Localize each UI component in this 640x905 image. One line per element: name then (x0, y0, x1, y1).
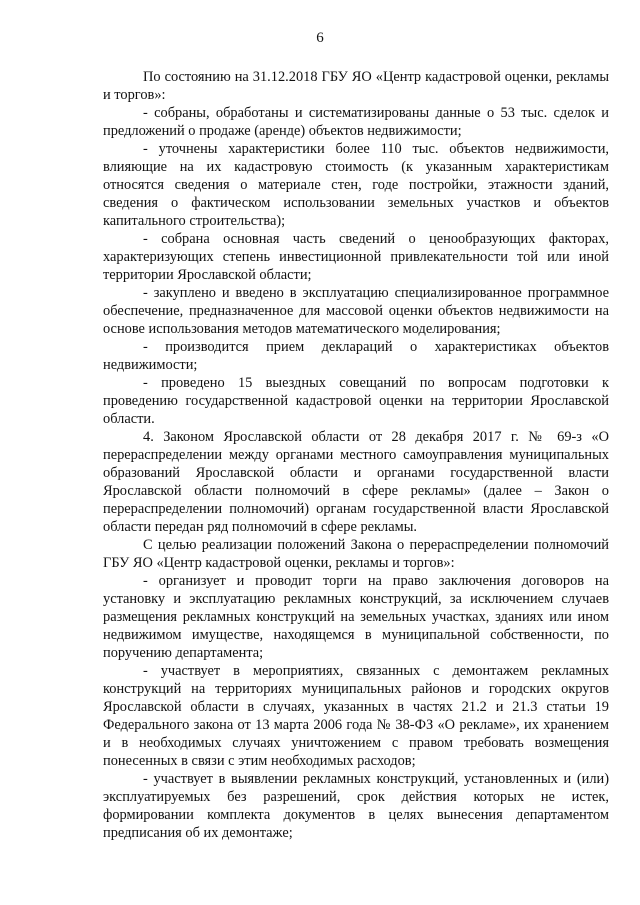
paragraph-status-intro: По состоянию на 31.12.2018 ГБУ ЯО «Центр кадастровой оценки, рекламы и торгов»: (103, 69, 609, 103)
paragraph-law-redistribution: 4. Законом Ярославской области от 28 декабря 2017 г. № 69-з «О перераспределении между органами местного самоуправления муниципальных образований Ярославской области и органами государственной власти Ярославской области полномочий в сфере рекламы» (далее – Закон о перераспределении полномочий) органам государственной власти Ярославской области передан ряд полномочий в сфере рекламы. (103, 429, 609, 535)
paragraph-deals-collected: - собраны, обработаны и систематизированы данные о 53 тыс. сделок и предложений о продаже (аренде) объектов недвижимости; (103, 105, 609, 139)
paragraph-characteristics-refined: - уточнены характеристики более 110 тыс. объектов недвижимости, влияющие на их кадастровую стоимость (к указанным характеристикам относятся сведения о материале стен, годе постройки, этажности зданий, сведения о фактическом использовании земельных участков и объектов капитального строительства); (103, 141, 609, 229)
paragraph-auctions: - организует и проводит торги на право заключения договоров на установку и эксплуатацию рекламных конструкций, за исключением случаев размещения рекламных конструкций на земельных участках, зданиях или ином недвижимом имуществе, находящемся в муниципальной собственности, по поручению департамента; (103, 573, 609, 661)
page-number: 6 (316, 30, 324, 46)
paragraph-declarations: - производится прием деклараций о характеристиках объектов недвижимости; (103, 339, 609, 373)
paragraph-meetings: - проведено 15 выездных совещаний по вопросам подготовки к проведению государственной кадастровой оценки на территории Ярославской области. (103, 375, 609, 427)
document-body (103, 68, 609, 842)
paragraph-pricing-factors: - собрана основная часть сведений о ценообразующих факторах, характеризующих степень инвестиционной привлекательности той или иной территории Ярославской области; (103, 231, 609, 283)
paragraph-implementation-intro: С целью реализации положений Закона о перераспределении полномочий ГБУ ЯО «Центр кадастровой оценки, рекламы и торгов»: (103, 537, 609, 571)
paragraph-dismantling: - участвует в мероприятиях, связанных с демонтажем рекламных конструкций на территориях муниципальных районов и городских округов Ярославской области в случаях, указанных в частях 21.2 и 21.3 статьи 19 Федерального закона от 13 марта 2006 года № 38-ФЗ «О рекламе», их хранением и в необходимых случаях уничтожением с правом требовать возмещения понесенных в связи с этим необходимых расходов; (103, 663, 609, 769)
paragraph-software-purchased: - закуплено и введено в эксплуатацию специализированное программное обеспечение, предназначенное для массовой оценки объектов недвижимости на основе использования методов математического моделирования; (103, 285, 609, 337)
paragraph-detection: - участвует в выявлении рекламных конструкций, установленных и (или) эксплуатируемых без разрешений, срок действия которых не истек, формировании комплекта документов в целях вынесения департаментом предписания об их демонтаже; (103, 771, 609, 841)
